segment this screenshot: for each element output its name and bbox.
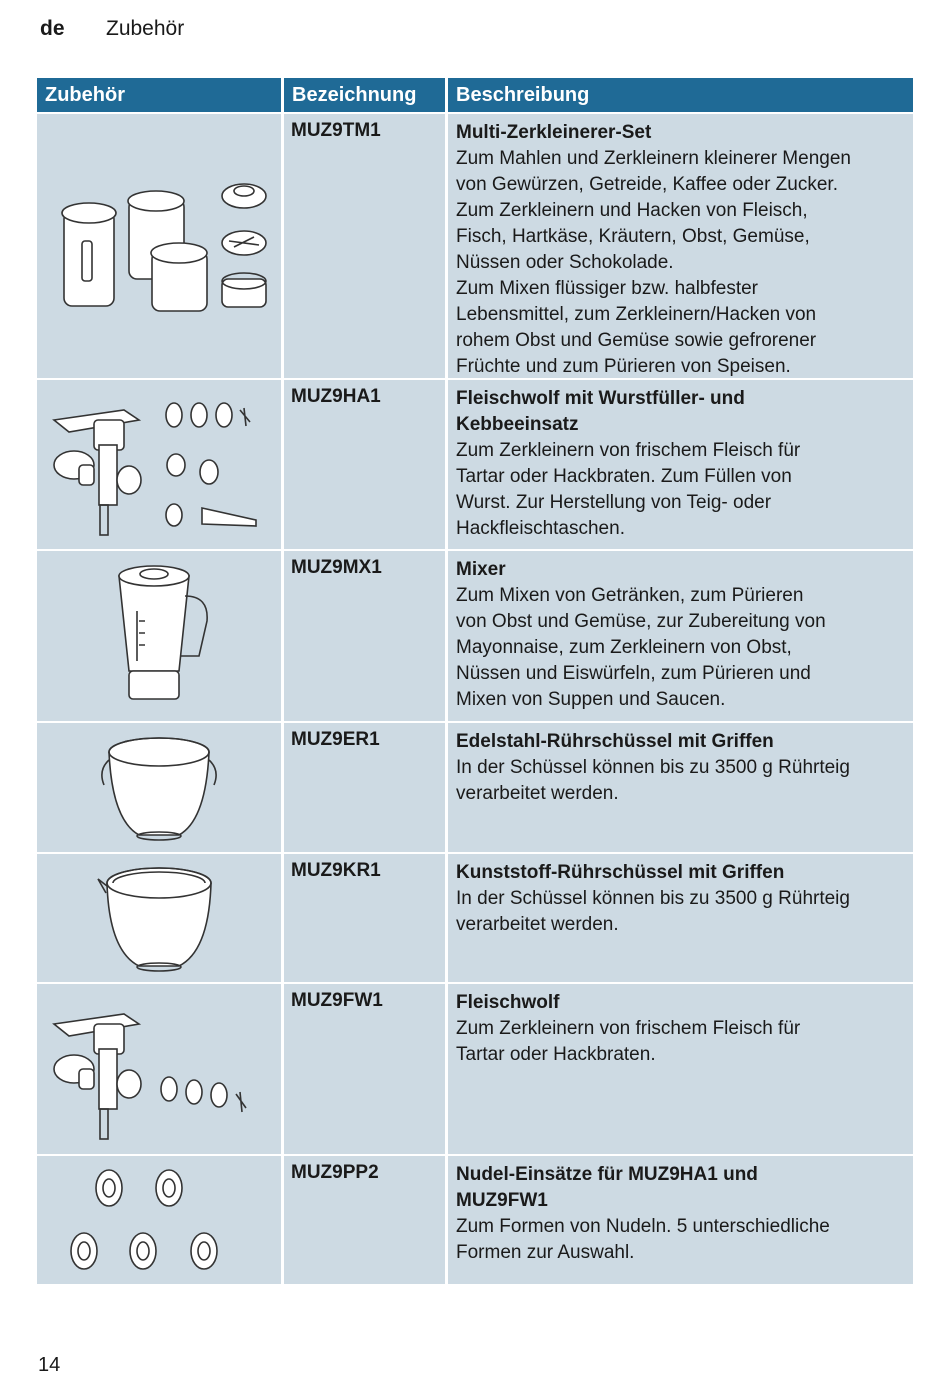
- table-row: [37, 551, 913, 723]
- product-title: Mixer: [456, 559, 506, 580]
- table-row: [37, 1156, 913, 1286]
- meat-grinder-illustration: [37, 984, 284, 1154]
- product-description-cell: [448, 984, 913, 1154]
- product-description-cell: [448, 1156, 913, 1284]
- product-title: Kunststoff-Rührschüssel mit Griffen: [456, 862, 785, 883]
- product-code: MUZ9FW1: [284, 984, 448, 1154]
- accessories-table: [37, 78, 913, 1286]
- table-row: [37, 380, 913, 551]
- product-title: Nudel-Einsätze für MUZ9HA1 und MUZ9FW1: [456, 1164, 758, 1211]
- table-row: [37, 984, 913, 1156]
- column-header-accessory: Zubehör: [37, 78, 284, 112]
- product-description: Zum Mixen von Getränken, zum Pürieren von Obst und Gemüse, zur Zubereitung von Mayonnaise, zum Zerkleinern von Obst, Nüssen und Eiswürfeln, zum Pürieren und Mixen von Suppen und Saucen.: [456, 585, 826, 710]
- table-row: [37, 723, 913, 854]
- product-code: MUZ9PP2: [284, 1156, 448, 1284]
- product-title: Fleischwolf mit Wurstfüller- und Kebbeeinsatz: [456, 388, 745, 435]
- product-description: Zum Zerkleinern von frischem Fleisch für Tartar oder Hackbraten.: [456, 1018, 801, 1065]
- product-description-cell: [448, 854, 913, 982]
- column-header-description: Beschreibung: [456, 83, 590, 106]
- page-number: 14: [38, 1354, 61, 1376]
- product-code: MUZ9HA1: [284, 380, 448, 549]
- product-description: Zum Formen von Nudeln. 5 unterschiedliche Formen zur Auswahl.: [456, 1216, 830, 1263]
- product-description: Zum Zerkleinern von frischem Fleisch für Tartar oder Hackbraten. Zum Füllen von Wurst. Zur Herstellung von Teig- oder Hackfleischtaschen.: [456, 440, 801, 539]
- language-code: de: [40, 17, 65, 40]
- product-title: Fleischwolf: [456, 992, 560, 1013]
- product-description-cell: [448, 551, 913, 721]
- section-title: Zubehör: [106, 17, 185, 40]
- column-header-designation: Bezeichnung: [284, 78, 448, 112]
- product-description: Zum Mahlen und Zerkleinern kleinerer Mengen von Gewürzen, Getreide, Kaffee oder Zucker. Zum Zerkleinern und Hacken von Fleisch, Fisch, Hartkäse, Kräutern, Obst, Gemüse, Nüssen oder Schokolade. Zum Mixen flüssiger bzw. halbfester Lebensmittel, zum Zerkleinern/Hacken von rohem Obst und Gemüse sowie gefrorener Früchte und zum Pürieren von Speisen.: [456, 148, 851, 377]
- product-title: Edelstahl-Rührschüssel mit Griffen: [456, 731, 774, 752]
- product-code: MUZ9MX1: [284, 551, 448, 721]
- product-description-cell: [448, 723, 913, 852]
- table-row: [37, 854, 913, 984]
- product-code: MUZ9ER1: [284, 723, 448, 852]
- product-code: MUZ9TM1: [284, 114, 448, 378]
- pasta-discs-illustration: [37, 1156, 284, 1284]
- meat-grinder-kit-illustration: [37, 380, 284, 549]
- plastic-bowl-illustration: [37, 854, 284, 982]
- table-header-row: [37, 78, 913, 114]
- product-description-cell: [448, 114, 913, 378]
- stainless-bowl-illustration: [37, 723, 284, 852]
- product-description: In der Schüssel können bis zu 3500 g Rührteig verarbeitet werden.: [456, 757, 850, 804]
- product-code: MUZ9KR1: [284, 854, 448, 982]
- multi-chopper-set-illustration: [37, 114, 284, 378]
- product-title: Multi-Zerkleinerer-Set: [456, 122, 652, 143]
- table-row: [37, 114, 913, 380]
- blender-illustration: [37, 551, 284, 721]
- product-description-cell: [448, 380, 913, 549]
- product-description: In der Schüssel können bis zu 3500 g Rührteig verarbeitet werden.: [456, 888, 850, 935]
